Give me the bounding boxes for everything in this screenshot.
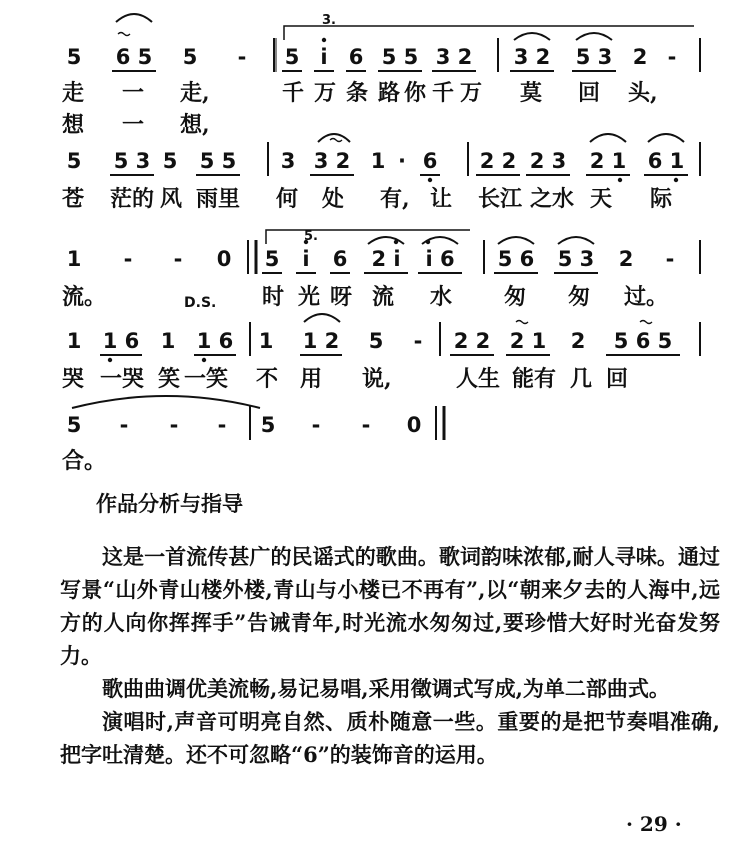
lyric: 一 — [122, 80, 145, 106]
lyric: 路 — [378, 80, 401, 106]
lyric: 回 — [606, 366, 629, 392]
note: 0 — [406, 413, 422, 437]
lyric: 回 — [578, 80, 601, 106]
volta-bracket — [284, 26, 694, 40]
note: 2 — [570, 329, 586, 353]
lyric: 际 — [650, 186, 673, 212]
slur — [304, 314, 340, 322]
lyric: 一哭 — [100, 366, 145, 392]
note-group: 2 i — [364, 246, 408, 274]
lyric: 匆 — [568, 284, 591, 310]
note-group: i 6 — [418, 246, 462, 274]
volta-label: 5. — [304, 229, 318, 244]
note: 1 — [160, 329, 176, 353]
slur — [116, 14, 152, 22]
note-group: 2 2 — [476, 148, 520, 176]
note: 5 — [162, 149, 178, 173]
note: 5 — [282, 44, 302, 72]
note: 5 — [66, 45, 82, 69]
lyric: 千 — [282, 80, 305, 106]
note-group: 5 3 — [554, 246, 598, 274]
lyric: 合。 — [62, 448, 107, 474]
note: 5 — [260, 413, 276, 437]
lyric: 苍 — [62, 186, 85, 212]
lyric: 人生 — [456, 366, 501, 392]
note-group: 2 2 — [450, 328, 494, 356]
lyric: 不 — [256, 366, 279, 392]
note-group: 6 1 — [644, 148, 688, 176]
note-group: 5 5 — [378, 44, 422, 72]
note: 1 — [66, 247, 82, 271]
note-dash: - — [169, 413, 179, 437]
lyric: 雨里 — [196, 186, 241, 212]
slur — [72, 396, 260, 408]
note-group: 5 3 — [110, 148, 154, 176]
slur — [590, 134, 626, 142]
octave-dot — [108, 358, 112, 362]
note-group: 1 6 — [100, 328, 142, 356]
lyric: 头, — [628, 80, 658, 106]
note-dash: - — [311, 413, 321, 437]
lyric: 有, — [380, 186, 410, 212]
lyric: 哭 — [62, 366, 85, 392]
lyric: 让 — [430, 186, 453, 212]
note-group: 5 5 — [196, 148, 240, 176]
section-heading: 作品分析与指导 — [96, 492, 243, 516]
lyric: 流 — [372, 284, 395, 310]
note-dash: - — [361, 413, 371, 437]
octave-dot — [322, 38, 326, 42]
lyric: 你 — [404, 80, 427, 106]
note: 2 — [618, 247, 634, 271]
slur — [648, 134, 684, 142]
octave-dot — [202, 358, 206, 362]
lyric: 笑 — [158, 366, 181, 392]
note: 6 — [420, 148, 440, 176]
note-group: 1 6 — [194, 328, 236, 356]
note-dash: - — [123, 247, 133, 271]
note: 6 — [330, 246, 350, 274]
analysis-body — [60, 540, 720, 771]
lyric: 能有 — [512, 366, 557, 392]
note: 5 — [262, 246, 282, 274]
lyric: 天 — [590, 186, 613, 212]
lyric: 万 — [314, 80, 337, 106]
note-group: 6 5 — [112, 44, 156, 72]
note: 5 — [182, 45, 198, 69]
lyric: 光 — [298, 284, 321, 310]
lyric: 说, — [362, 366, 392, 392]
lyric: 水 — [430, 284, 453, 310]
slur — [558, 237, 594, 244]
octave-dot — [674, 178, 678, 182]
note: 5 — [368, 329, 384, 353]
lyric: 匆 — [504, 284, 527, 310]
lyric: 万 — [460, 80, 483, 106]
paragraph: 歌曲曲调优美流畅,易记易唱,采用徵调式写成,为单二部曲式。 — [102, 676, 670, 701]
note: 5 — [66, 149, 82, 173]
lyric: 何 — [276, 186, 299, 212]
note: 3 — [280, 149, 296, 173]
lyric: 处 — [322, 186, 345, 212]
lyric: 一笑 — [184, 366, 229, 392]
octave-dot — [428, 178, 432, 182]
lyric: 条 — [346, 80, 369, 106]
volta-label: 3. — [322, 13, 336, 28]
note-dash: - — [217, 413, 227, 437]
note-group: 2 1 — [586, 148, 630, 176]
slur — [368, 237, 404, 244]
note-group: 5 6 — [494, 246, 538, 274]
octave-dot — [394, 240, 398, 244]
slur — [514, 33, 550, 40]
note-dash: - — [665, 247, 675, 271]
lyric: 一 — [122, 112, 145, 138]
note-dash: - — [119, 413, 129, 437]
lyric: 想, — [180, 112, 210, 138]
lyric: 时 — [262, 284, 285, 310]
note-dash: - — [667, 45, 677, 69]
note: 6 — [346, 44, 366, 72]
lyric: 呀 — [330, 284, 353, 310]
lyric: 走 — [62, 80, 85, 106]
note: 1 — [66, 329, 82, 353]
note-group: 1 2 — [300, 328, 342, 356]
note-group: 2 1 — [506, 328, 550, 356]
note-high-1: i — [296, 246, 316, 274]
lyric: 之水 — [530, 186, 575, 212]
note-group: 3 2 — [310, 148, 354, 176]
lyric: 用 — [300, 366, 323, 392]
note-dash: - — [413, 329, 423, 353]
note-dash: - — [173, 247, 183, 271]
note-high-1: i — [314, 44, 334, 72]
note-group: 3 2 — [432, 44, 476, 72]
lyric: 走, — [180, 80, 210, 106]
note-dot: · — [398, 149, 406, 173]
note-dash: - — [237, 45, 247, 69]
ornament — [640, 321, 652, 324]
ornament — [516, 321, 528, 324]
ds-mark: D.S. — [184, 295, 217, 311]
lyric: 莫 — [520, 80, 543, 106]
octave-dot — [426, 240, 430, 244]
lyric: 千 — [432, 80, 455, 106]
note: 1 — [370, 149, 386, 173]
note-group: 5 3 — [572, 44, 616, 72]
page-number: · 29 · — [626, 812, 682, 836]
note-group: 3 2 — [510, 44, 554, 72]
note: 1 — [258, 329, 274, 353]
lyric: 几 — [570, 366, 593, 392]
lyric: 过。 — [624, 284, 669, 310]
ornament — [118, 33, 130, 36]
lyric: 想 — [62, 112, 85, 138]
note: 2 — [632, 45, 648, 69]
lyric: 长江 — [478, 186, 523, 212]
paragraph: 这是一首流传甚广的民谣式的歌曲。歌词韵味浓郁,耐人寻味。通过写景“山外青山楼外楼,青山与小楼已不再有”,以“朝来夕去的人海中,远方的人向你挥挥手”告诫青年,时光流水匆匆过,要珍惜大好时光奋发努力。 — [60, 544, 720, 668]
lyric: 流。 — [62, 284, 107, 310]
ornament — [330, 139, 342, 142]
lyric: 茫的 — [110, 186, 155, 212]
slur — [498, 237, 534, 244]
paragraph: 演唱时,声音可明亮自然、质朴随意一些。重要的是把节奏唱准确,把字吐清楚。还不可忽略“6”的装饰音的运用。 — [60, 709, 720, 767]
note-group: 2 3 — [526, 148, 570, 176]
note-group: 5 6 5 — [606, 328, 680, 356]
note: 0 — [216, 247, 232, 271]
octave-dot — [618, 178, 622, 182]
lyric: 风 — [160, 186, 183, 212]
note: 5 — [66, 413, 82, 437]
slur — [576, 33, 612, 40]
